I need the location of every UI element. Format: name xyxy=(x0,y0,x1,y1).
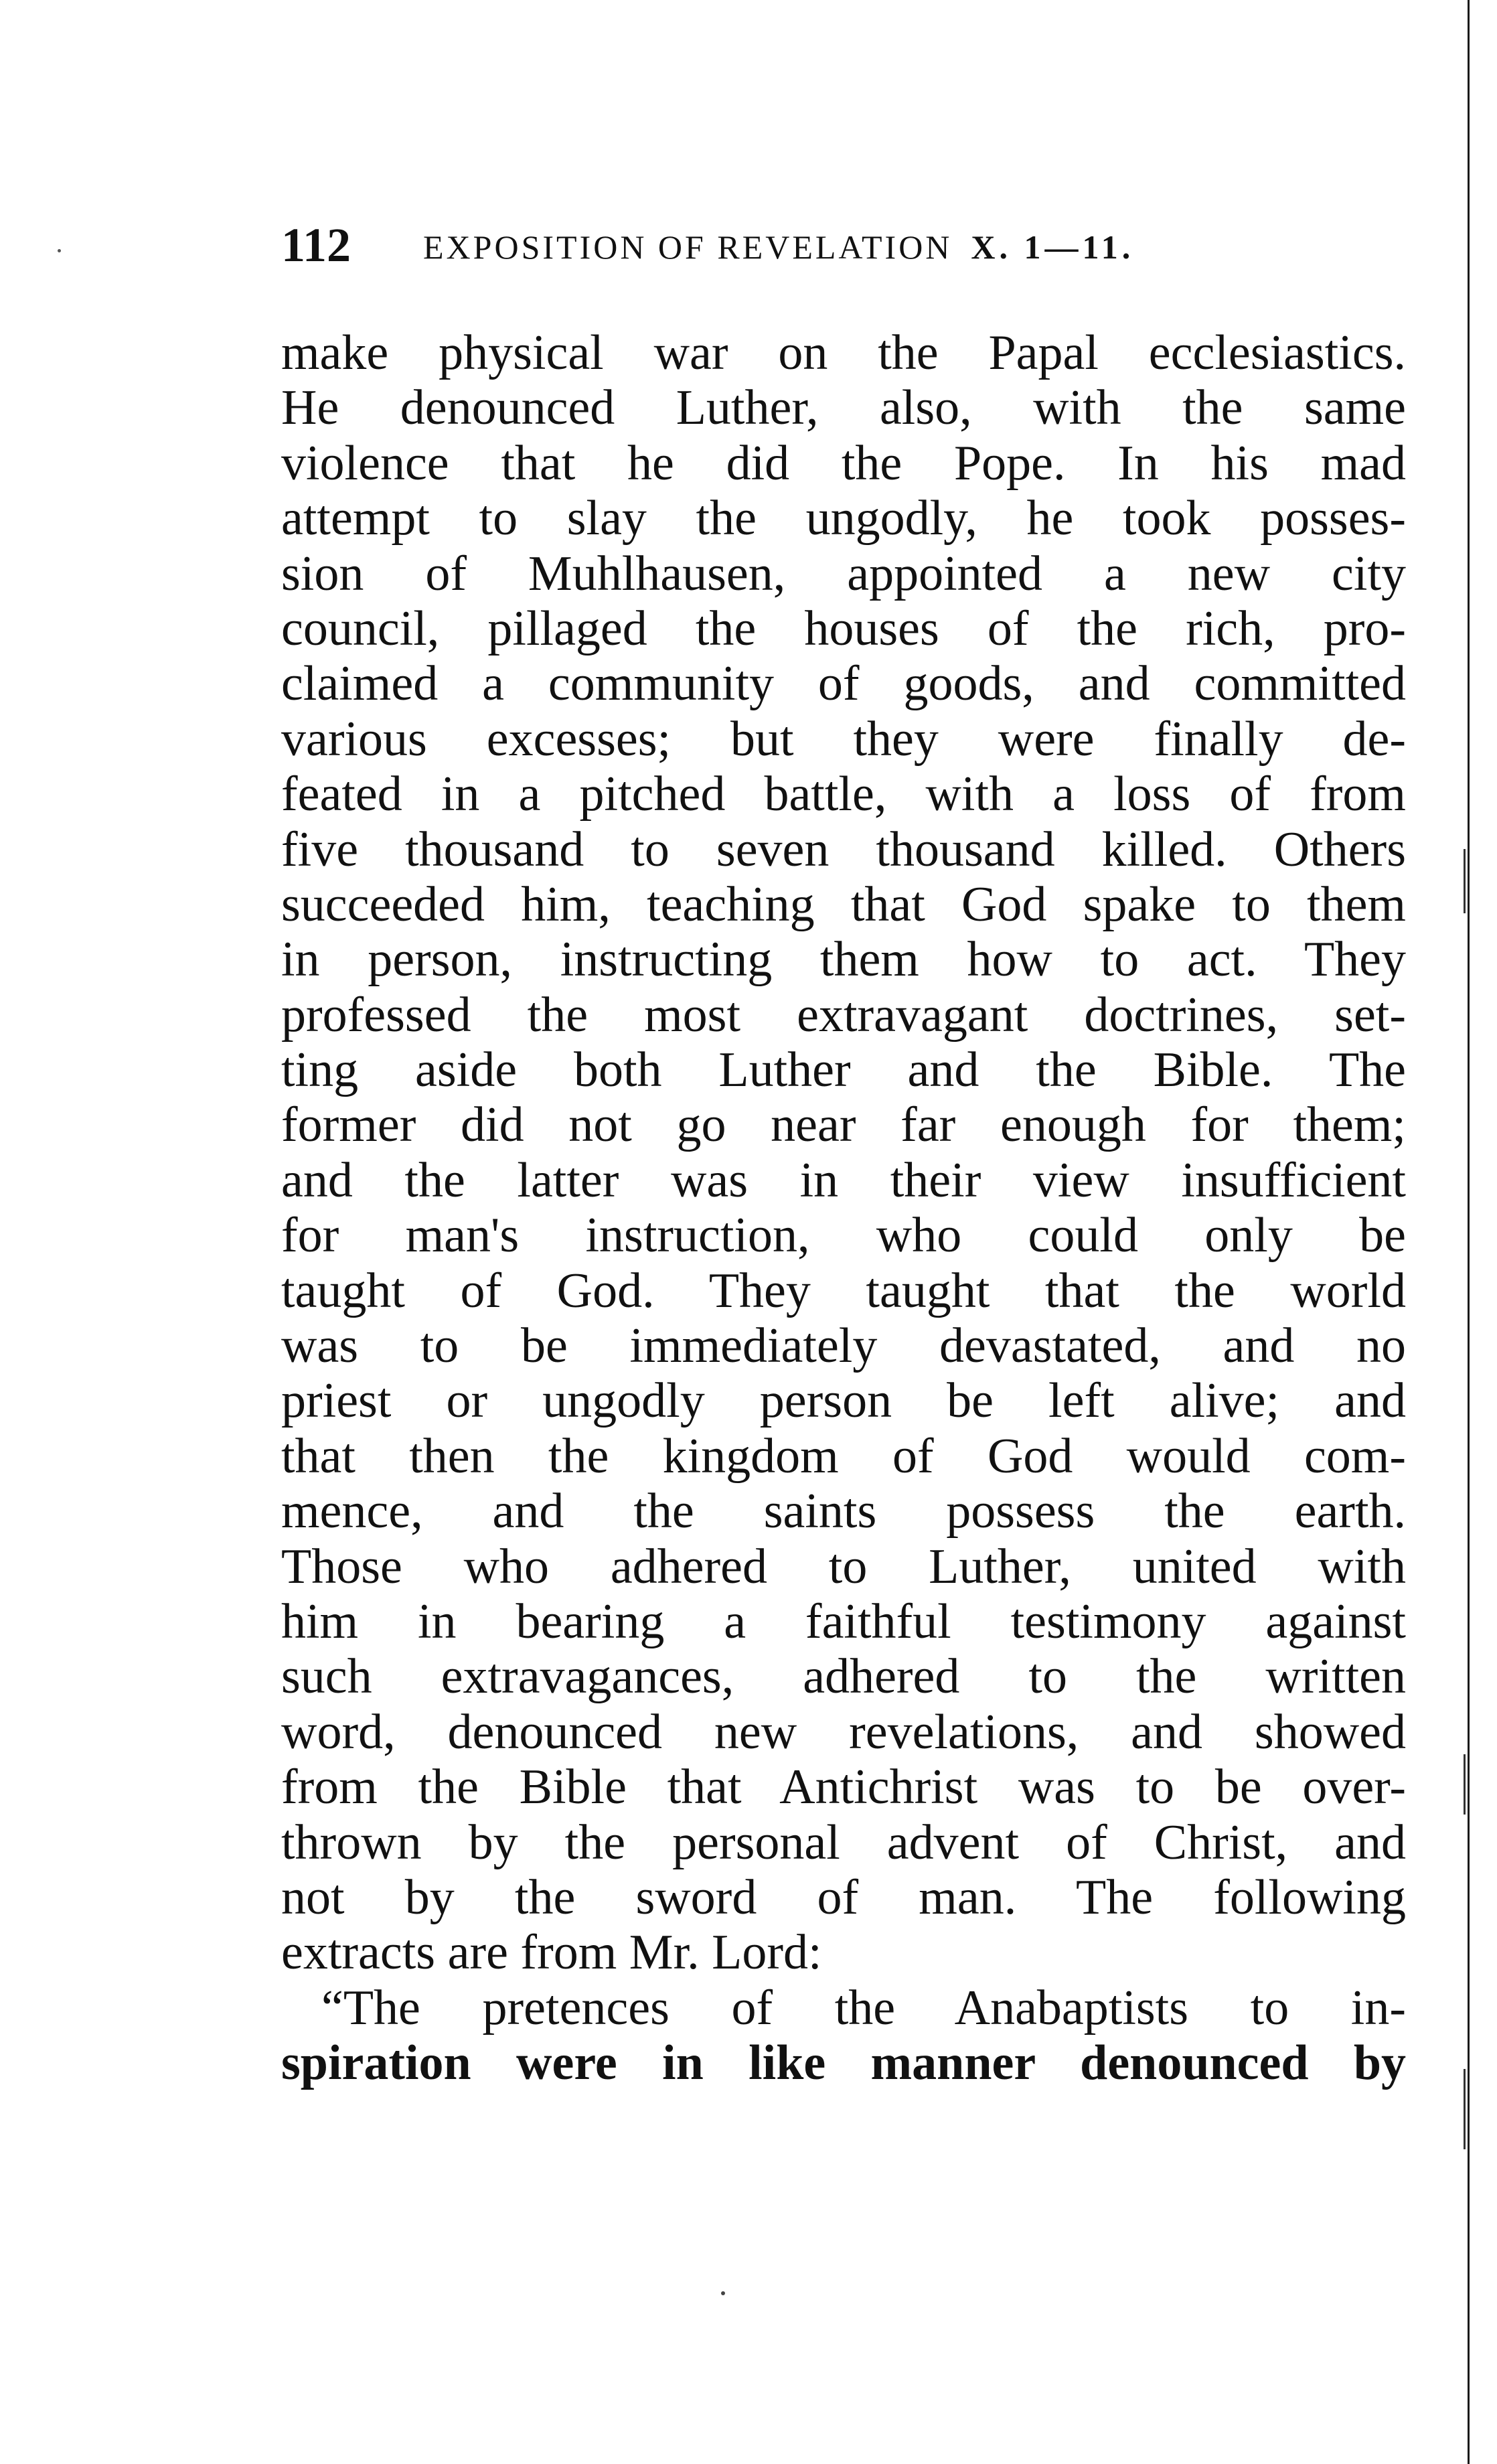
text-line: word, denounced new revelations, and showed xyxy=(281,1704,1406,1760)
text-line: violence that he did the Pope. In his mad xyxy=(281,435,1406,491)
text-line: from the Bible that Antichrist was to be over- xyxy=(281,1760,1406,1815)
chapter-reference: X. 1—11. xyxy=(971,228,1135,266)
text-line: mence, and the saints possess the earth. xyxy=(281,1484,1406,1539)
page-speck xyxy=(721,2291,725,2295)
text-line: council, pillaged the houses of the rich, pro- xyxy=(281,601,1406,656)
text-line: professed the most extravagant doctrines, set- xyxy=(281,987,1406,1043)
text-line: five thousand to seven thousand killed. Others xyxy=(281,822,1406,877)
text-line: feated in a pitched battle, with a loss of from xyxy=(281,767,1406,822)
text-line: that then the kingdom of God would com- xyxy=(281,1428,1406,1484)
text-line: former did not go near far enough for them; xyxy=(281,1097,1406,1153)
page-header xyxy=(281,218,1285,272)
text-line: succeeded him, teaching that God spake to them xyxy=(281,876,1406,932)
text-line: various excesses; but they were finally de- xyxy=(281,711,1406,767)
text-line: taught of God. They taught that the world xyxy=(281,1263,1406,1318)
running-title-text: EXPOSITION OF REVELATION xyxy=(423,228,953,266)
text-line: thrown by the personal advent of Christ, and xyxy=(281,1815,1406,1870)
text-line: in person, instructing them how to act. They xyxy=(281,932,1406,988)
text-line: extracts are from Mr. Lord: xyxy=(281,1925,822,1981)
text-line: claimed a community of goods, and committed xyxy=(281,656,1406,712)
text-line: priest or ungodly person be left alive; and xyxy=(281,1373,1406,1429)
page-edge-line xyxy=(1468,0,1470,2464)
edge-mark xyxy=(1464,2069,1466,2149)
text-line: attempt to slay the ungodly, he took posses- xyxy=(281,491,1406,546)
edge-mark xyxy=(1464,849,1466,913)
text-line: ting aside both Luther and the Bible. The xyxy=(281,1043,1406,1098)
text-line: “The pretences of the Anabaptists to in- xyxy=(321,1980,1406,2035)
text-line: for man's instruction, who could only be xyxy=(281,1208,1406,1263)
text-line: make physical war on the Papal ecclesiastics. xyxy=(281,325,1406,380)
text-line: spiration were in like manner denounced by xyxy=(281,2035,1406,2091)
text-line: was to be immediately devastated, and no xyxy=(281,1318,1406,1374)
text-line: such extravagances, adhered to the written xyxy=(281,1649,1406,1705)
edge-mark xyxy=(1464,1754,1466,1815)
text-line: Those who adhered to Luther, united with xyxy=(281,1539,1406,1594)
margin-speck xyxy=(58,249,61,252)
text-line: not by the sword of man. The following xyxy=(281,1869,1406,1925)
text-line: sion of Muhlhausen, appointed a new city xyxy=(281,546,1406,601)
text-line: and the latter was in their view insufficient xyxy=(281,1152,1406,1208)
text-line: him in bearing a faithful testimony against xyxy=(281,1594,1406,1649)
body-text xyxy=(281,325,1406,2091)
running-title xyxy=(423,225,1134,269)
page-number: 112 xyxy=(281,218,351,272)
text-line: He denounced Luther, also, with the same xyxy=(281,380,1406,436)
